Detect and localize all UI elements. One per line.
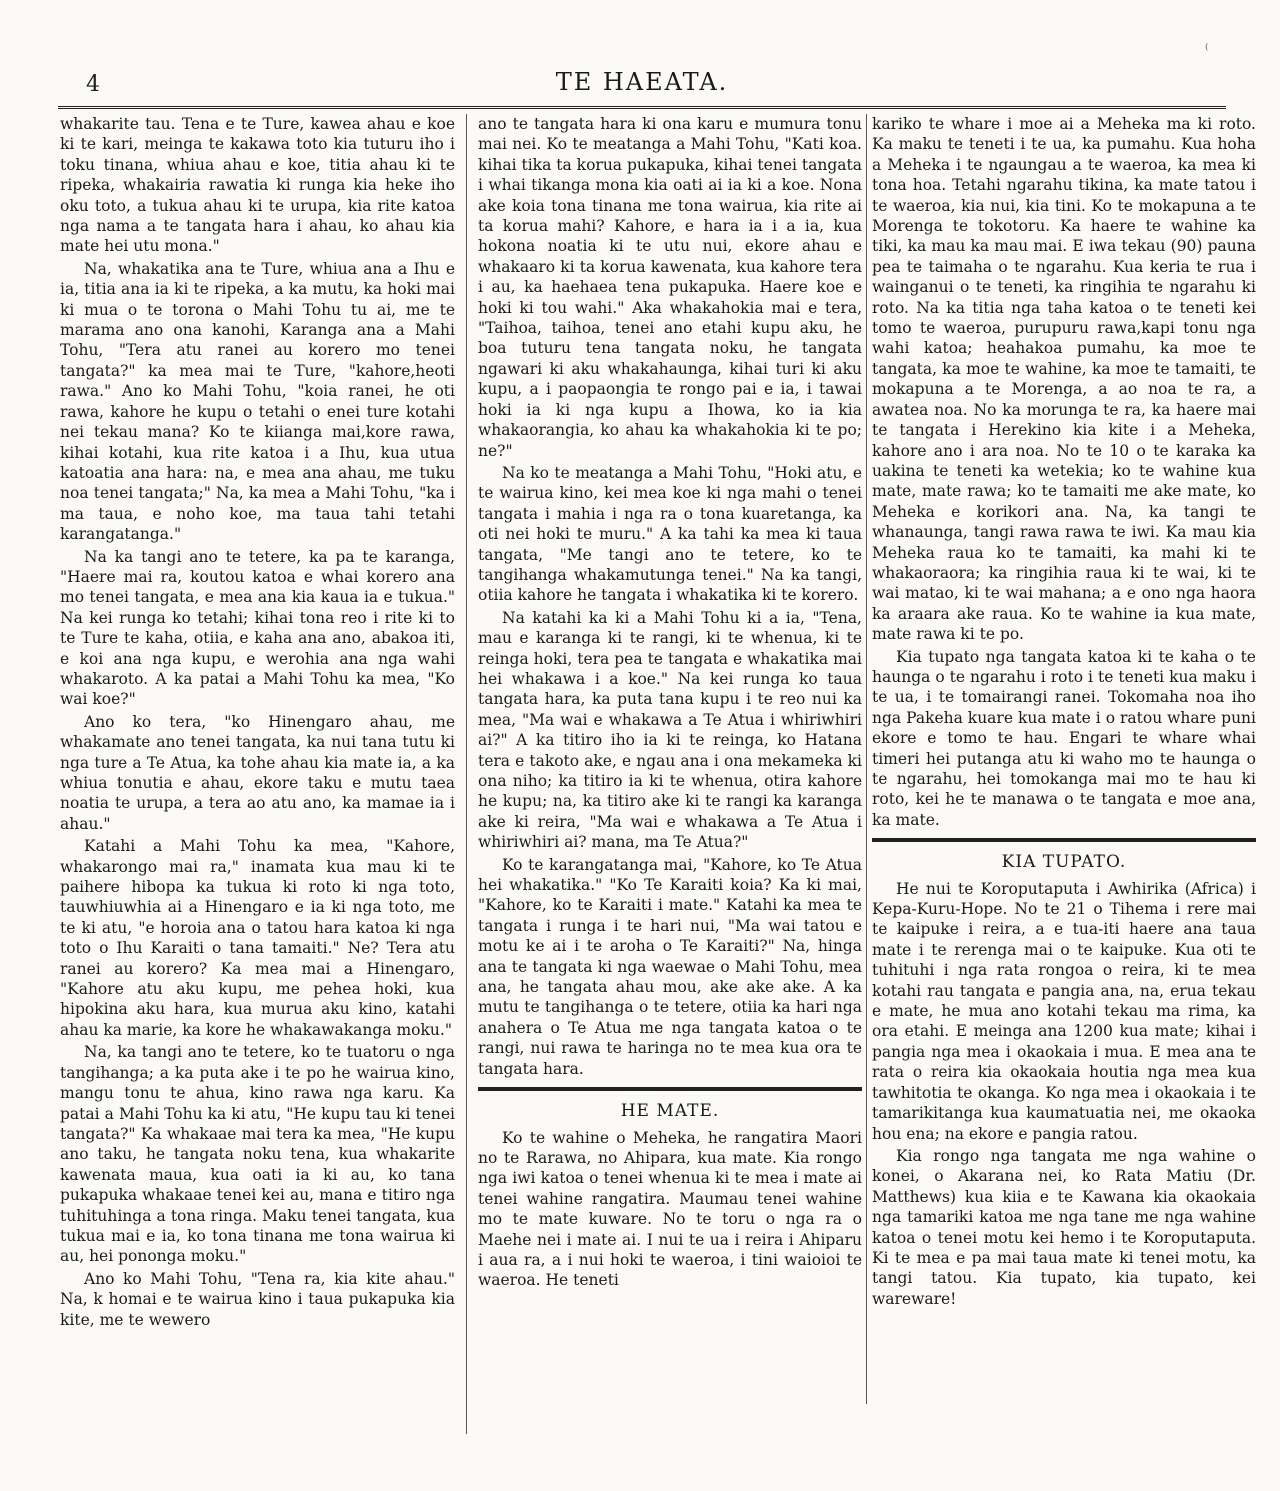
paragraph: Kia tupato nga tangata katoa ki te kaha o te haunga o te ngarahu i roto i te teneti kua maku i te ua, i te tomairangi ranei. Tokomaha noa iho nga Pakeha kuare kua mate i o ratou whare puni ekore e tomo te hau. Engari te whare whai timeri hei putanga atu ki waho mo te haunga o te ngarahu, hei tomokanga mai mo te hau ki roto, kei he te manawa o te tangata e moe ana, ka mate. bbox=[872, 647, 1256, 829]
paragraph: Na, whakatika ana te Ture, whiua ana a Ihu e ia, titia ana ia ki te ripeka, a ka mutu, ka hoki mai ki mua o te torona o Mahi Tohu tu ai, me te marama ano ona kanohi, Karanga ana a Mahi Tohu, "Tera atu ranei au korero mo tenei tangata?" ka mea mai te Ture, "kahore,heoti rawa." Ano ko Mahi Tohu, "koia ranei, he oti rawa, kahore he kupu o tetahi o enei ture kotahi nei tekau mana? Ko te kiianga mai,kore rawa, kihai kotahi, kua rite katoa i a Ihu, kua utua katoatia ana hara: na, e mea ana ahau, me tuku noa tenei tangata;" Na, ka mea a Mahi Tohu, "ka i ma taua, e noho koe, ma taua tahi tetahi karangatanga." bbox=[60, 259, 455, 544]
column-1 bbox=[60, 114, 455, 1332]
paragraph: Na ka tangi ano te tetere, ka pa te karanga, "Haere mai ra, koutou katoa e whai korero ana mo tenei tangata, e mea ana kia kaua ia e tukua." Na kei runga ko tetahi; kihai tona reo i rite ki to te Ture te kaha, otiia, e kaha ana ano, abakoa iti, e koi ana nga kupu, e werohia ana nga wahi whakaroto. A ka patai a Mahi Tohu ka mea, "Ko wai koe?" bbox=[60, 547, 455, 709]
paragraph: He nui te Koroputaputa i Awhirika (Africa) i Kepa-Kuru-Hope. No te 21 o Tihema i rere mai te kaipuke i reira, a e tua-iti haere ana taua mate i te rerenga mai o te kaipuke. Kua oti te tuhituhi i nga rata rongoa o reira, ki te mea kotahi rau tangata e pangia ana, na, erua tekau e mate, he mua ano kotahi tekau ma rima, ka ora etahi. E meinga ana 1200 kua mate; kihai i pangia nga mea i okaokaia i mua. E mea ana te rata o reira kia okaokaia houtia nga mea kua tawhitotia te okanga. Ko nga mea i okaokaia i te tamarikitanga kua kaumatuatia nei, me okaoka hou ena; na ekore e pangia ratou. bbox=[872, 879, 1256, 1143]
section-title-kia-tupato: KIA TUPATO. bbox=[1001, 852, 1127, 873]
paragraph: Ano ko tera, "ko Hinengaro ahau, me whakamate ano tenei tangata, ka nui tana tutu ki nga ture a Te Atua, ka tohe ahau kia mate ia, a ka whiua tonutia e ahau, ekore taku e mutu taea noatia te urupa, a tera ao atu ano, ka mamae ia i ahau." bbox=[60, 712, 455, 833]
masthead-title: TE HAEATA. bbox=[555, 68, 729, 96]
column-3 bbox=[872, 114, 1256, 1311]
paragraph: Katahi a Mahi Tohu ka mea, "Kahore, whakarongo mai ra," inamata kua mau ki te paihere hibopa ka tukua ki roto ki nga toto, tauwhiuwhia ai a Hinengaro e ia ki nga toto, me te ki atu, "e horoia ana o tatou hara katoa ki nga toto o Ihu Karaiti o tana tamaiti." Ne? Tera atu ranei au korero? Ka mea mai a Hinengaro, "Kahore atu aku kupu, me pehea hoki, kua hipokina aku hara, kua murua aku kino, katahi ahau ka marie, ka kore he whakawakanga moku." bbox=[60, 837, 455, 1039]
paragraph: ano te tangata hara ki ona karu e mumura tonu mai nei. Ko te meatanga a Mahi Tohu, "Kati koa. kihai tika ta korua pukapuka, kihai tenei tangata i whai tikanga mona kia oati ai ia ki a koe. Nona ake koia tona tinana me tona wairua, kia rite ai ta korua mahi? Kahore, e hara ia i a ia, kua hokona noatia ki te utu nui, ekore ahau e whakaaro ki ta korua kawenata, kua kahore tera i au, ka haehaea tena pukapuka. Haere koe e hoki ki tou wahi." Aka whakahokia mai e tera, "Taihoa, taihoa, tenei ano etahi kupu aku, he boa tuturu tena tangata noku, he tangata ngawari ki aku whakahaunga, kihai turi ki aku kupu, a i paopaongia te rongo pai e ia, i tawai hoki ia ki nga kupu a Ihowa, ko ia kia whakaorangia, ko ahau ka whakahokia ki te po; ne?" bbox=[478, 115, 862, 460]
column-divider bbox=[866, 114, 867, 1404]
paragraph: Na ko te meatanga a Mahi Tohu, "Hoki atu, e te wairua kino, kei mea koe ki nga mahi o tenei tangata i mahia i nga ra o tona kuaretanga, ka oti nei hoki te muru." A ka tahi ka mea ki taua tangata, "Me tangi ano te tetere, ko te tangihanga whakamutunga tenei." Na ka tangi, otiia kahore he tangata i whakatika ki te korero. bbox=[478, 463, 862, 605]
section-title-he-mate: HE MATE. bbox=[620, 1101, 720, 1122]
section-rule bbox=[872, 838, 1256, 842]
column-divider bbox=[466, 114, 467, 1434]
paragraph: whakarite tau. Tena e te Ture, kawea ahau e koe ki te kari, meinga te kakawa toto kia tuturu iho i toku tinana, whiua ahau e koe, titia ahau ki te ripeka, whakairia rawatia ki runga kia heke iho oku toto, a tukua ahau ki te urupa, kia rite katoa nga nama a te tangata hara i ahau, ko ahau kia mate hei utu mona." bbox=[60, 115, 455, 256]
paragraph: Ano ko Mahi Tohu, "Tena ra, kia kite ahau." Na, k homai e te wairua kino i taua pukapuka kia kite, me te wewero bbox=[60, 1269, 455, 1329]
paragraph: Na, ka tangi ano te tetere, ko te tuatoru o nga tangihanga; a ka puta ake i te po he wairua kino, mangu tonu te ahua, kino rawa nga karu. Ka patai a Mahi Tohu ka ki atu, "He kupu tau ki tenei tangata?" Ka whakaae mai tera ka mea, "He kupu ano taku, he tangata noku tena, kua whakarite kawenata maua, kua oati ia ki au, ko tana pukapuka whakaae tenei kei au, mana e titiro nga tuhituhinga a tona ringa. Maku tenei tangata, kua tukua mai e ia, ko tona tinana me tona wairua ki au, hei ponongа moku." bbox=[60, 1043, 455, 1266]
paragraph: Ko te karangatanga mai, "Kahore, ko Te Atua hei whakatika." "Ko Te Karaiti koia? Ka ki mai, "Kahore, ko te Karaiti i mate." Katahi ka mea te tangata i runga i te hari nui, "Ma wai tatou e motu ke ai i te aroha o Te Karaiti?" Na, hinga ana te tangata ki nga waewae o Mahi Tohu, mea ana, he tangata ahau mou, ake ake ake. A ka mutu te tangihanga o te tetere, otiia ka hari nga anahera o Te Atua me nga tangata katoa o te rangi, nui rawa te haringa no te mea kua ora te tangata hara. bbox=[478, 855, 862, 1078]
column-2 bbox=[478, 114, 862, 1293]
paragraph: Kia rongo nga tangata me nga wahine o konei, o Akarana nei, ko Rata Matiu (Dr. Matthews) kua kiia e te Kawana kia okaokaia nga tamariki katoa me nga tane me nga wahine katoa o tenei motu kei hemo i te Koroputaputa. Ki te mea e pa mai taua mate ki tenei motu, ka tangi tatou. Kia tupato, kia tupato, kei wareware! bbox=[872, 1146, 1256, 1308]
paragraph: Na katahi ka ki a Mahi Tohu ki a ia, "Tena, mau e karanga ki te rangi, ki te whenua, ki te reinga hoki, tera pea te tangata e whakatika mai hei whakawa i a koe." Na kei runga ko taua tangata hara, ka puta tana kupu i te reo nui ka mea, "Ma wai e whakawa a Te Atua i whiriwhiri ai?" A ka titiro iho ia ki te reinga, ko Hatana tera e takoto ake, e ngau ana i ona mekameka ki ona niho; ka titiro ia ki te whenua, otira kahore he kupu; na, ka titiro ake ki te rangi ka karanga ake ki reira, "Ma wai e whakawa a Te Atua i whiriwhiri ai? mana, ma Te Atua?" bbox=[478, 608, 862, 852]
paragraph: kariko te whare i moe ai a Meheka ma ki roto. Ka maku te teneti i te ua, ka pumahu. Kua hoha a Meheka i te ngaungau a te waeroa, ka mea ki tona hoa. Tetahi ngarahu tikina, ka mate tatou i te waeroa, kia nui, kia tini. Ko te mokapuna a te Morenga te tokotoru. Ka haere te wahine ka tiki, ka mau ka mau mai. E iwa tekau (90) pauna pea te taimaha o te ngarahu. Kua keria te rua i wainganui o te teneti, ka ringihia te ngarahu ki roto. Na ka titia nga taha katoa o te teneti kei tomo te waeroa, purupuru rawa,kapi tonu nga wahi katoa; heahakoa pumahu, ka moe te tangata, ka moe te wahine, ka moe te tamaiti, te mokapuna a te Morenga, a ao noa te ra, a awatea noa. No ka morunga te ra, ka haere mai te tangata i Herekino kia kite i a Meheka, kahore ano i ara noa. No te 10 o te karaka ka uakina te teneti ka wetekia; ko te wahine kua mate, mate rawa; ko te tamaiti me ake mate, ko Meheka e korikori ana. Na, ka tangi te whanaunga, tangi rawa rawa te iwi. Ka mau kia Meheka raua ko te tamaiti, ka mahi ki te whakaoraora; ka ringihia raua ki te wai, ki te wai matao, ki te wai mahana; a e ono nga haora ka araara ake raua. Ko te wahine ia kua mate, mate rawa ki te po. bbox=[872, 115, 1256, 644]
page-header bbox=[58, 60, 1226, 100]
paragraph: Ko te wahine o Meheka, he rangatira Maori no te Rarawa, no Ahipara, kua mate. Kia rongo nga iwi katoa o tenei whenua ki te mea i mate ai tenei wahine rangatira. Maumau tenei wahine mo te mate kuware. No te toru o nga ra o Maehe nei i mate ai. I nui te ua i reira i Ahiparu i aua ra, a i nui hoki te waeroa, i tini waioioi te waeroa. He teneti bbox=[478, 1128, 862, 1290]
header-rule bbox=[58, 106, 1226, 109]
section-rule bbox=[478, 1087, 862, 1091]
page-number: 4 bbox=[86, 72, 100, 97]
corner-mark: ⁽ bbox=[1205, 42, 1209, 58]
